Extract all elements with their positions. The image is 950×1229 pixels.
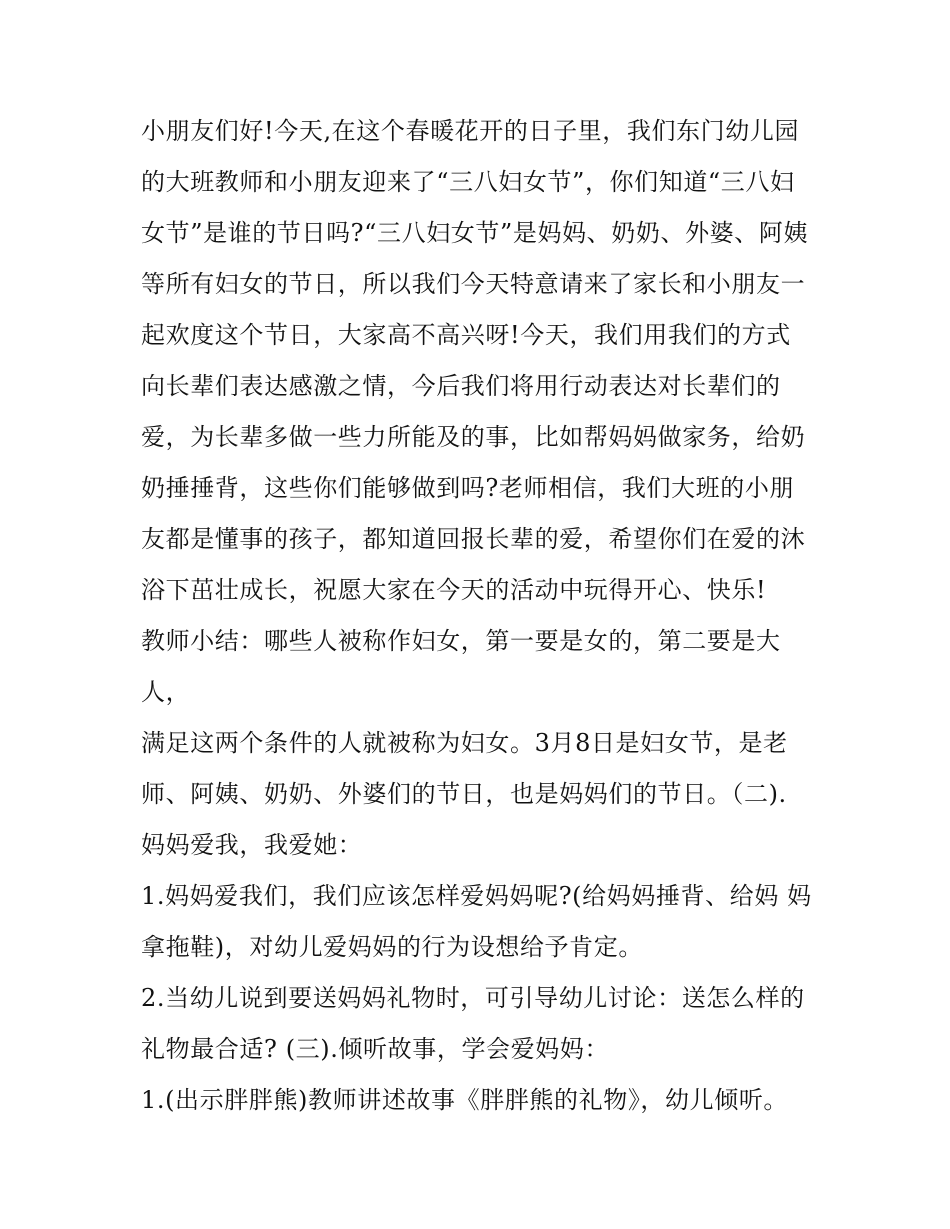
- list-item-line: 1.(出示胖胖熊)教师讲述故事《胖胖熊的礼物》，幼儿倾听。: [141, 1086, 789, 1114]
- summary-line: 师、阿姨、奶奶、外婆们的节日，也是妈妈们的节日。（二).: [141, 780, 787, 808]
- list-item-line: 1.妈妈爱我们，我们应该怎样爱妈妈呢?(给妈妈捶背、给妈 妈: [141, 882, 812, 910]
- list-item-line: 礼物最合适? (三).倾听故事，学会爱妈妈：: [141, 1035, 610, 1063]
- list-item-line: 拿拖鞋)，对幼儿爱妈妈的行为设想给予肯定。: [141, 933, 643, 961]
- text-line: 女节”是谁的节日吗?“三八妇女节”是妈妈、奶奶、外婆、阿姨: [141, 219, 809, 247]
- text-line: 奶捶捶背，这些你们能够做到吗?老师相信，我们大班的小朋: [141, 474, 795, 502]
- body-text: [141, 106, 831, 1126]
- text-line: 等所有妇女的节日，所以我们今天特意请来了家长和小朋友一: [141, 270, 806, 298]
- summary-line: 教师小结：哪些人被称作妇女，第一要是女的，第二要是大: [141, 627, 781, 655]
- text-line: 浴下茁壮成长，祝愿大家在今天的活动中玩得开心、快乐!: [141, 576, 767, 604]
- list-item-line: 2.当幼儿说到要送妈妈礼物时，可引导幼儿讨论：送怎么样的: [141, 984, 805, 1012]
- text-line: 的大班教师和小朋友迎来了“三八妇女节”，你们知道“三八妇: [141, 168, 795, 196]
- summary-line: 人，: [141, 678, 191, 706]
- section-heading: 妈妈爱我，我爱她：: [141, 831, 363, 859]
- text-line: 爱，为长辈多做一些力所能及的事，比如帮妈妈做家务，给奶: [141, 423, 806, 451]
- text-line: 友都是懂事的孩子，都知道回报长辈的爱，希望你们在爱的沐: [141, 525, 806, 553]
- text-line: 小朋友们好!今天,在这个春暖花开的日子里，我们东门幼儿园: [141, 117, 800, 145]
- summary-line: 满足这两个条件的人就被称为妇女。3月8日是妇女节，是老: [141, 729, 788, 757]
- text-line: 向长辈们表达感激之情，今后我们将用行动表达对长辈们的: [141, 372, 781, 400]
- text-line: 起欢度这个节日，大家高不高兴呀!今天，我们用我们的方式: [141, 321, 791, 349]
